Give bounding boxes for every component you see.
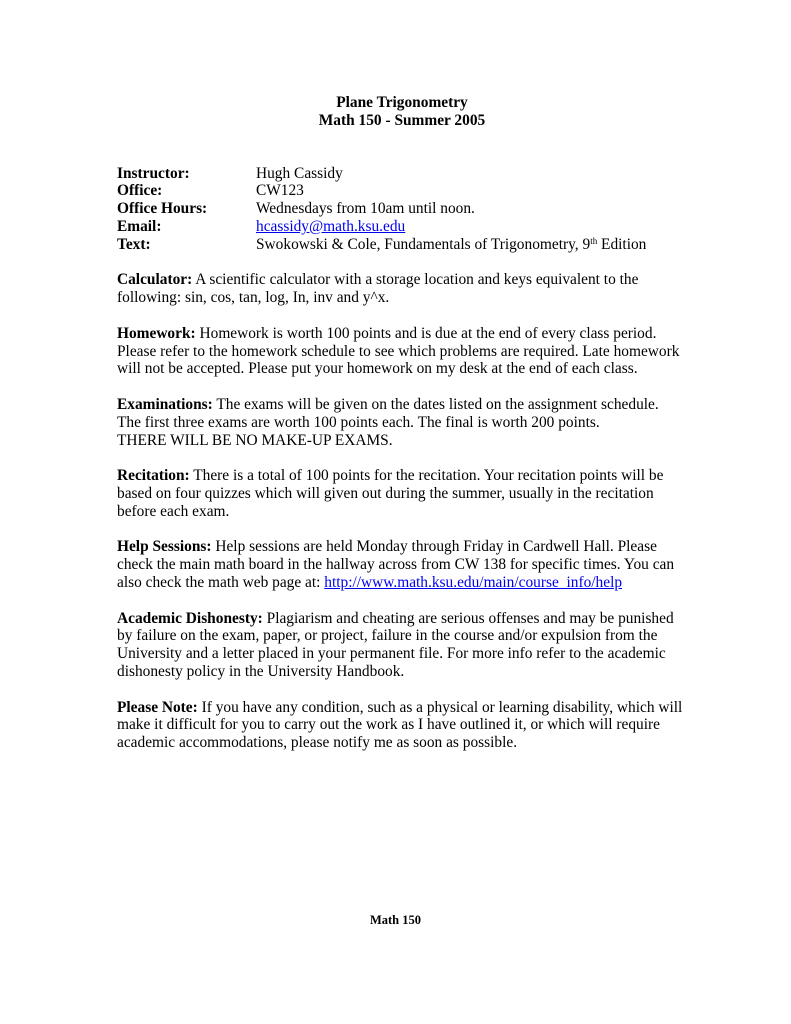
calculator-body: A scientific calculator with a storage location and keys equivalent to the following: sin, cos, tan, log, In, inv and y^x. [117, 271, 639, 307]
office-row [117, 182, 646, 200]
page-footer: Math 150 [369, 913, 422, 927]
homework-body: Homework is worth 100 points and is due at the end of every class period. Please refer to the homework schedule to see which problems are required. Late homework will not be accepted. Please put your homework on my desk at the end of each class. [117, 324, 680, 378]
examinations-body-line2: The first three exams are worth 100 points each. The final is worth 200 points. [117, 413, 600, 431]
please-note-body: If you have any condition, such as a physical or learning disability, which will make it difficult for you to carry out the work as I have outlined it, or which will require academic accommodations, please notify me as soon as possible. [117, 698, 683, 752]
course-info-table [117, 165, 646, 254]
recitation-body: There is a total of 100 points for the recitation. Your recitation points will be based on four quizzes which will given out during the summer, usually in the recitation before each exam. [117, 467, 664, 520]
email-label: Email: [117, 217, 162, 235]
office-label: Office: [117, 182, 163, 200]
academic-dishonesty-section [117, 610, 687, 681]
help-sessions-body: Help sessions are held Monday through Friday in Cardwell Hall. Please check the main math board in the hallway across from CW 138 for specific times. You can also check the math web page at: [117, 538, 675, 591]
help-page-link[interactable]: http://www.math.ksu.edu/main/course_info/help [324, 573, 623, 591]
document-title [117, 94, 687, 130]
please-note-heading: Please Note: [117, 698, 198, 716]
help-sessions-section [117, 538, 687, 591]
text-row [117, 236, 646, 254]
examinations-heading: Examinations: [117, 395, 213, 413]
instructor-row [117, 165, 646, 183]
office-value: CW123 [256, 182, 304, 200]
document-page [117, 94, 687, 752]
recitation-heading: Recitation: [117, 467, 190, 485]
office-hours-value: Wednesdays from 10am until noon. [256, 200, 475, 218]
office-hours-row [117, 200, 646, 218]
examinations-body-line3: THERE WILL BE NO MAKE-UP EXAMS. [117, 431, 393, 449]
homework-section [117, 325, 687, 378]
course-subtitle: Math 150 - Summer 2005 [318, 111, 486, 129]
calculator-heading: Calculator: [117, 271, 193, 289]
textbook-title: Swokowski & Cole, Fundamentals of Trigonometry, 9 [256, 235, 591, 253]
course-title: Plane Trigonometry [336, 94, 468, 111]
recitation-section [117, 467, 687, 520]
office-hours-label: Office Hours: [117, 200, 208, 218]
academic-dishonesty-body: Plagiarism and cheating are serious offenses and may be punished by failure on the exam, paper, or project, failure in the course and/or expulsion from the University and a letter placed in your permanent file. For more info refer to the academic dishonesty policy in the University Handbook. [117, 609, 674, 680]
email-cell [256, 218, 646, 236]
examinations-section [117, 396, 687, 449]
email-link[interactable]: hcassidy@math.ksu.edu [256, 217, 406, 235]
homework-heading: Homework: [117, 324, 196, 342]
text-value [256, 236, 646, 254]
edition-superscript: th [590, 235, 598, 246]
examinations-body-line1: The exams will be given on the dates listed on the assignment schedule. [212, 395, 659, 413]
text-label: Text: [117, 235, 151, 253]
academic-dishonesty-heading: Academic Dishonesty: [117, 609, 263, 627]
email-row [117, 218, 646, 236]
please-note-section [117, 699, 687, 752]
instructor-value: Hugh Cassidy [256, 164, 343, 182]
calculator-section [117, 271, 687, 307]
help-sessions-heading: Help Sessions: [117, 538, 212, 556]
instructor-label: Instructor: [117, 164, 190, 182]
textbook-edition: Edition [597, 235, 647, 253]
